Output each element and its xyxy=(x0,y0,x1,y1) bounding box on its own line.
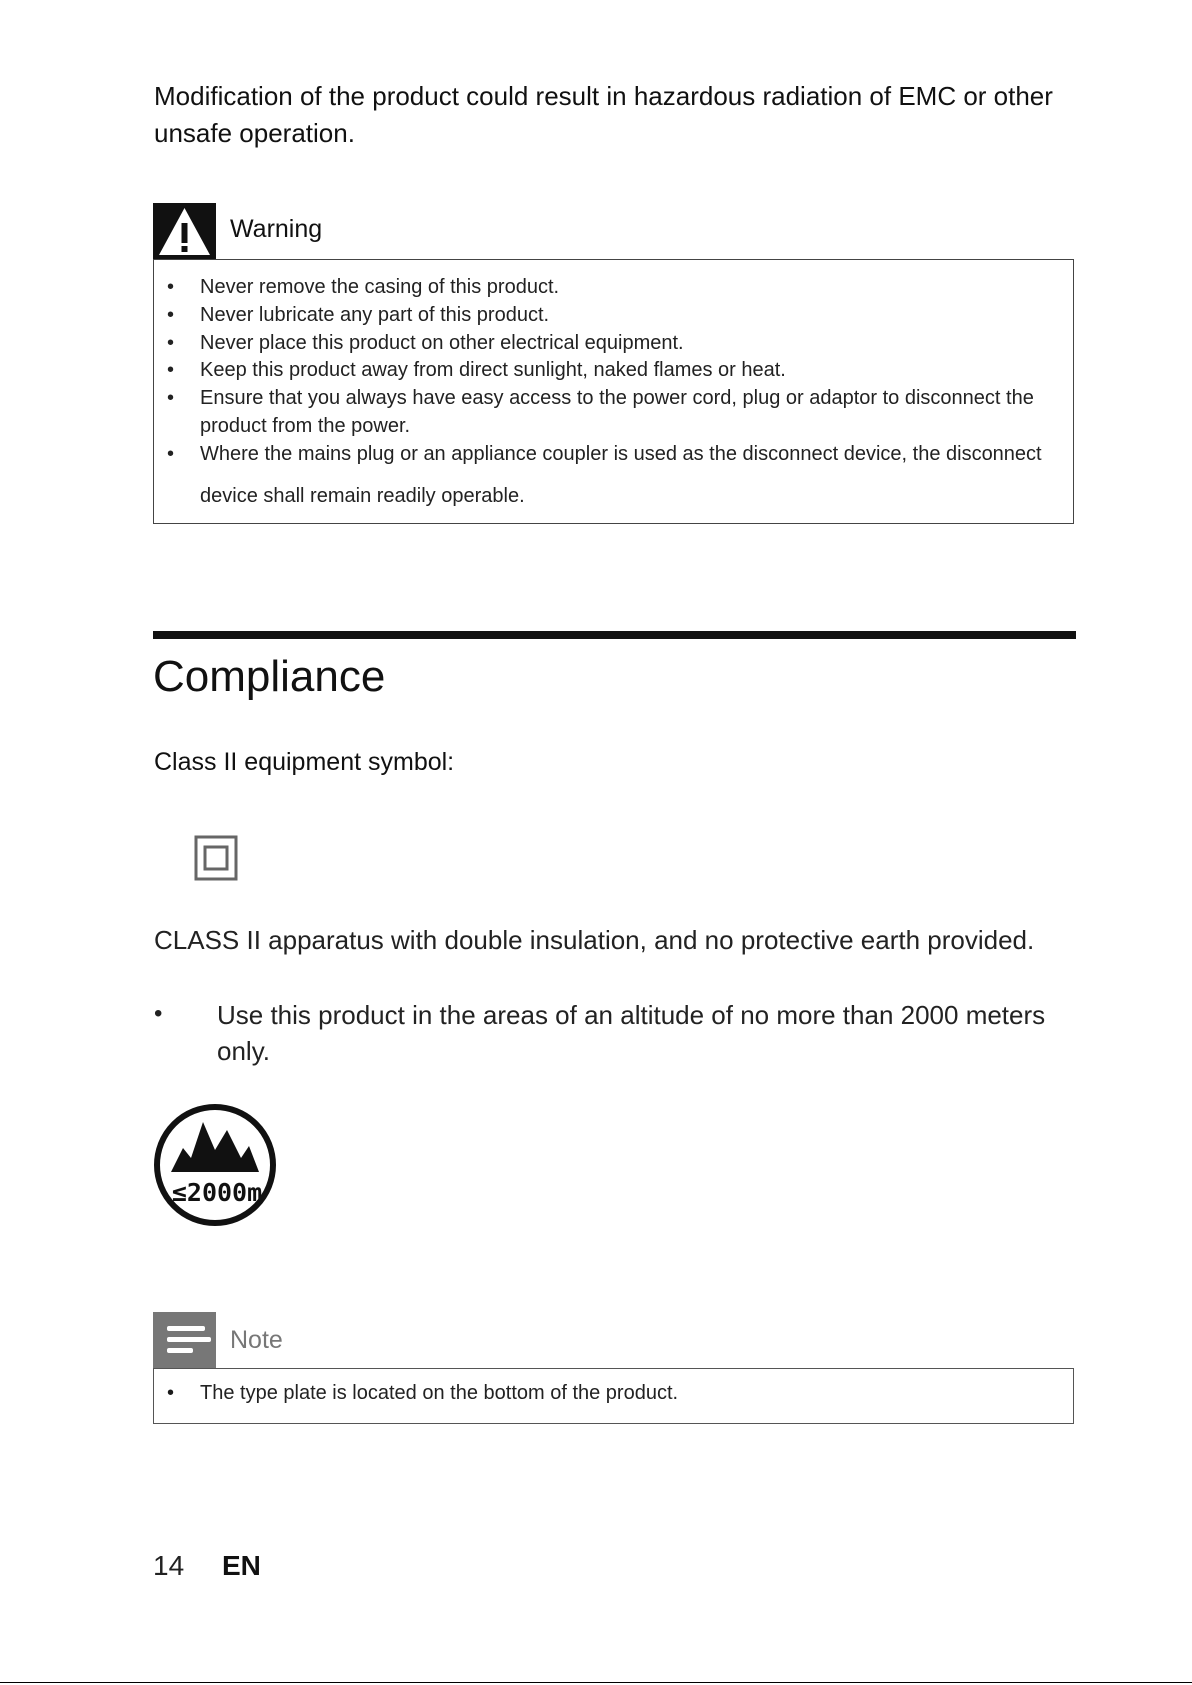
list-item: • Never remove the casing of this product. xyxy=(167,276,560,298)
bullet: • xyxy=(167,1382,175,1404)
list-item: • Where the mains plug or an appliance coupler is used as the disconnect device, the disconnect device shall remain readily operable. xyxy=(154,441,1059,511)
list-item-continuation: device shall remain readily operable. xyxy=(200,484,525,507)
page-number: 14 xyxy=(153,1550,185,1581)
list-item: • Never lubricate any part of this product. xyxy=(167,303,550,326)
note-box xyxy=(153,1368,1074,1424)
bottom-rule xyxy=(0,1682,1192,1683)
list-item: The type plate is located on the bottom of the product. xyxy=(200,1382,679,1404)
class2-description: CLASS II apparatus with double insulation, and no protective earth provided. xyxy=(154,925,1035,955)
warning-icon-box xyxy=(153,203,216,260)
note-label: Note xyxy=(230,1326,283,1354)
class2-heading: Class II equipment symbol: xyxy=(154,748,455,776)
double-square-icon xyxy=(194,835,238,881)
page-language: EN xyxy=(222,1550,261,1581)
warning-list xyxy=(154,274,1059,510)
intro-paragraph: Modification of the product could result in hazardous radiation of EMC or other unsafe operation. xyxy=(154,81,1053,148)
section-rule xyxy=(153,631,1076,639)
warning-box xyxy=(153,259,1074,524)
altitude-mountain-icon xyxy=(153,1100,277,1230)
note-lines-icon xyxy=(153,1312,216,1369)
compliance-heading: Compliance xyxy=(153,652,386,701)
warning-triangle-icon xyxy=(153,203,216,260)
list-item: • Never place this product on other electrical equipment. xyxy=(167,331,684,354)
altitude-text: Use this product in the areas of an altitude of no more than 2000 meters only. xyxy=(217,1000,1046,1066)
altitude-icon-label: ≤2000m xyxy=(171,1178,263,1207)
warning-label: Warning xyxy=(230,215,323,243)
bullet: • xyxy=(154,1000,163,1027)
list-item: • Ensure that you always have easy access to the power cord, plug or adaptor to disconnect the product from the power. xyxy=(167,387,1034,437)
list-item: • Keep this product away from direct sunlight, naked flames or heat. xyxy=(167,359,786,382)
note-icon-box xyxy=(153,1312,216,1369)
